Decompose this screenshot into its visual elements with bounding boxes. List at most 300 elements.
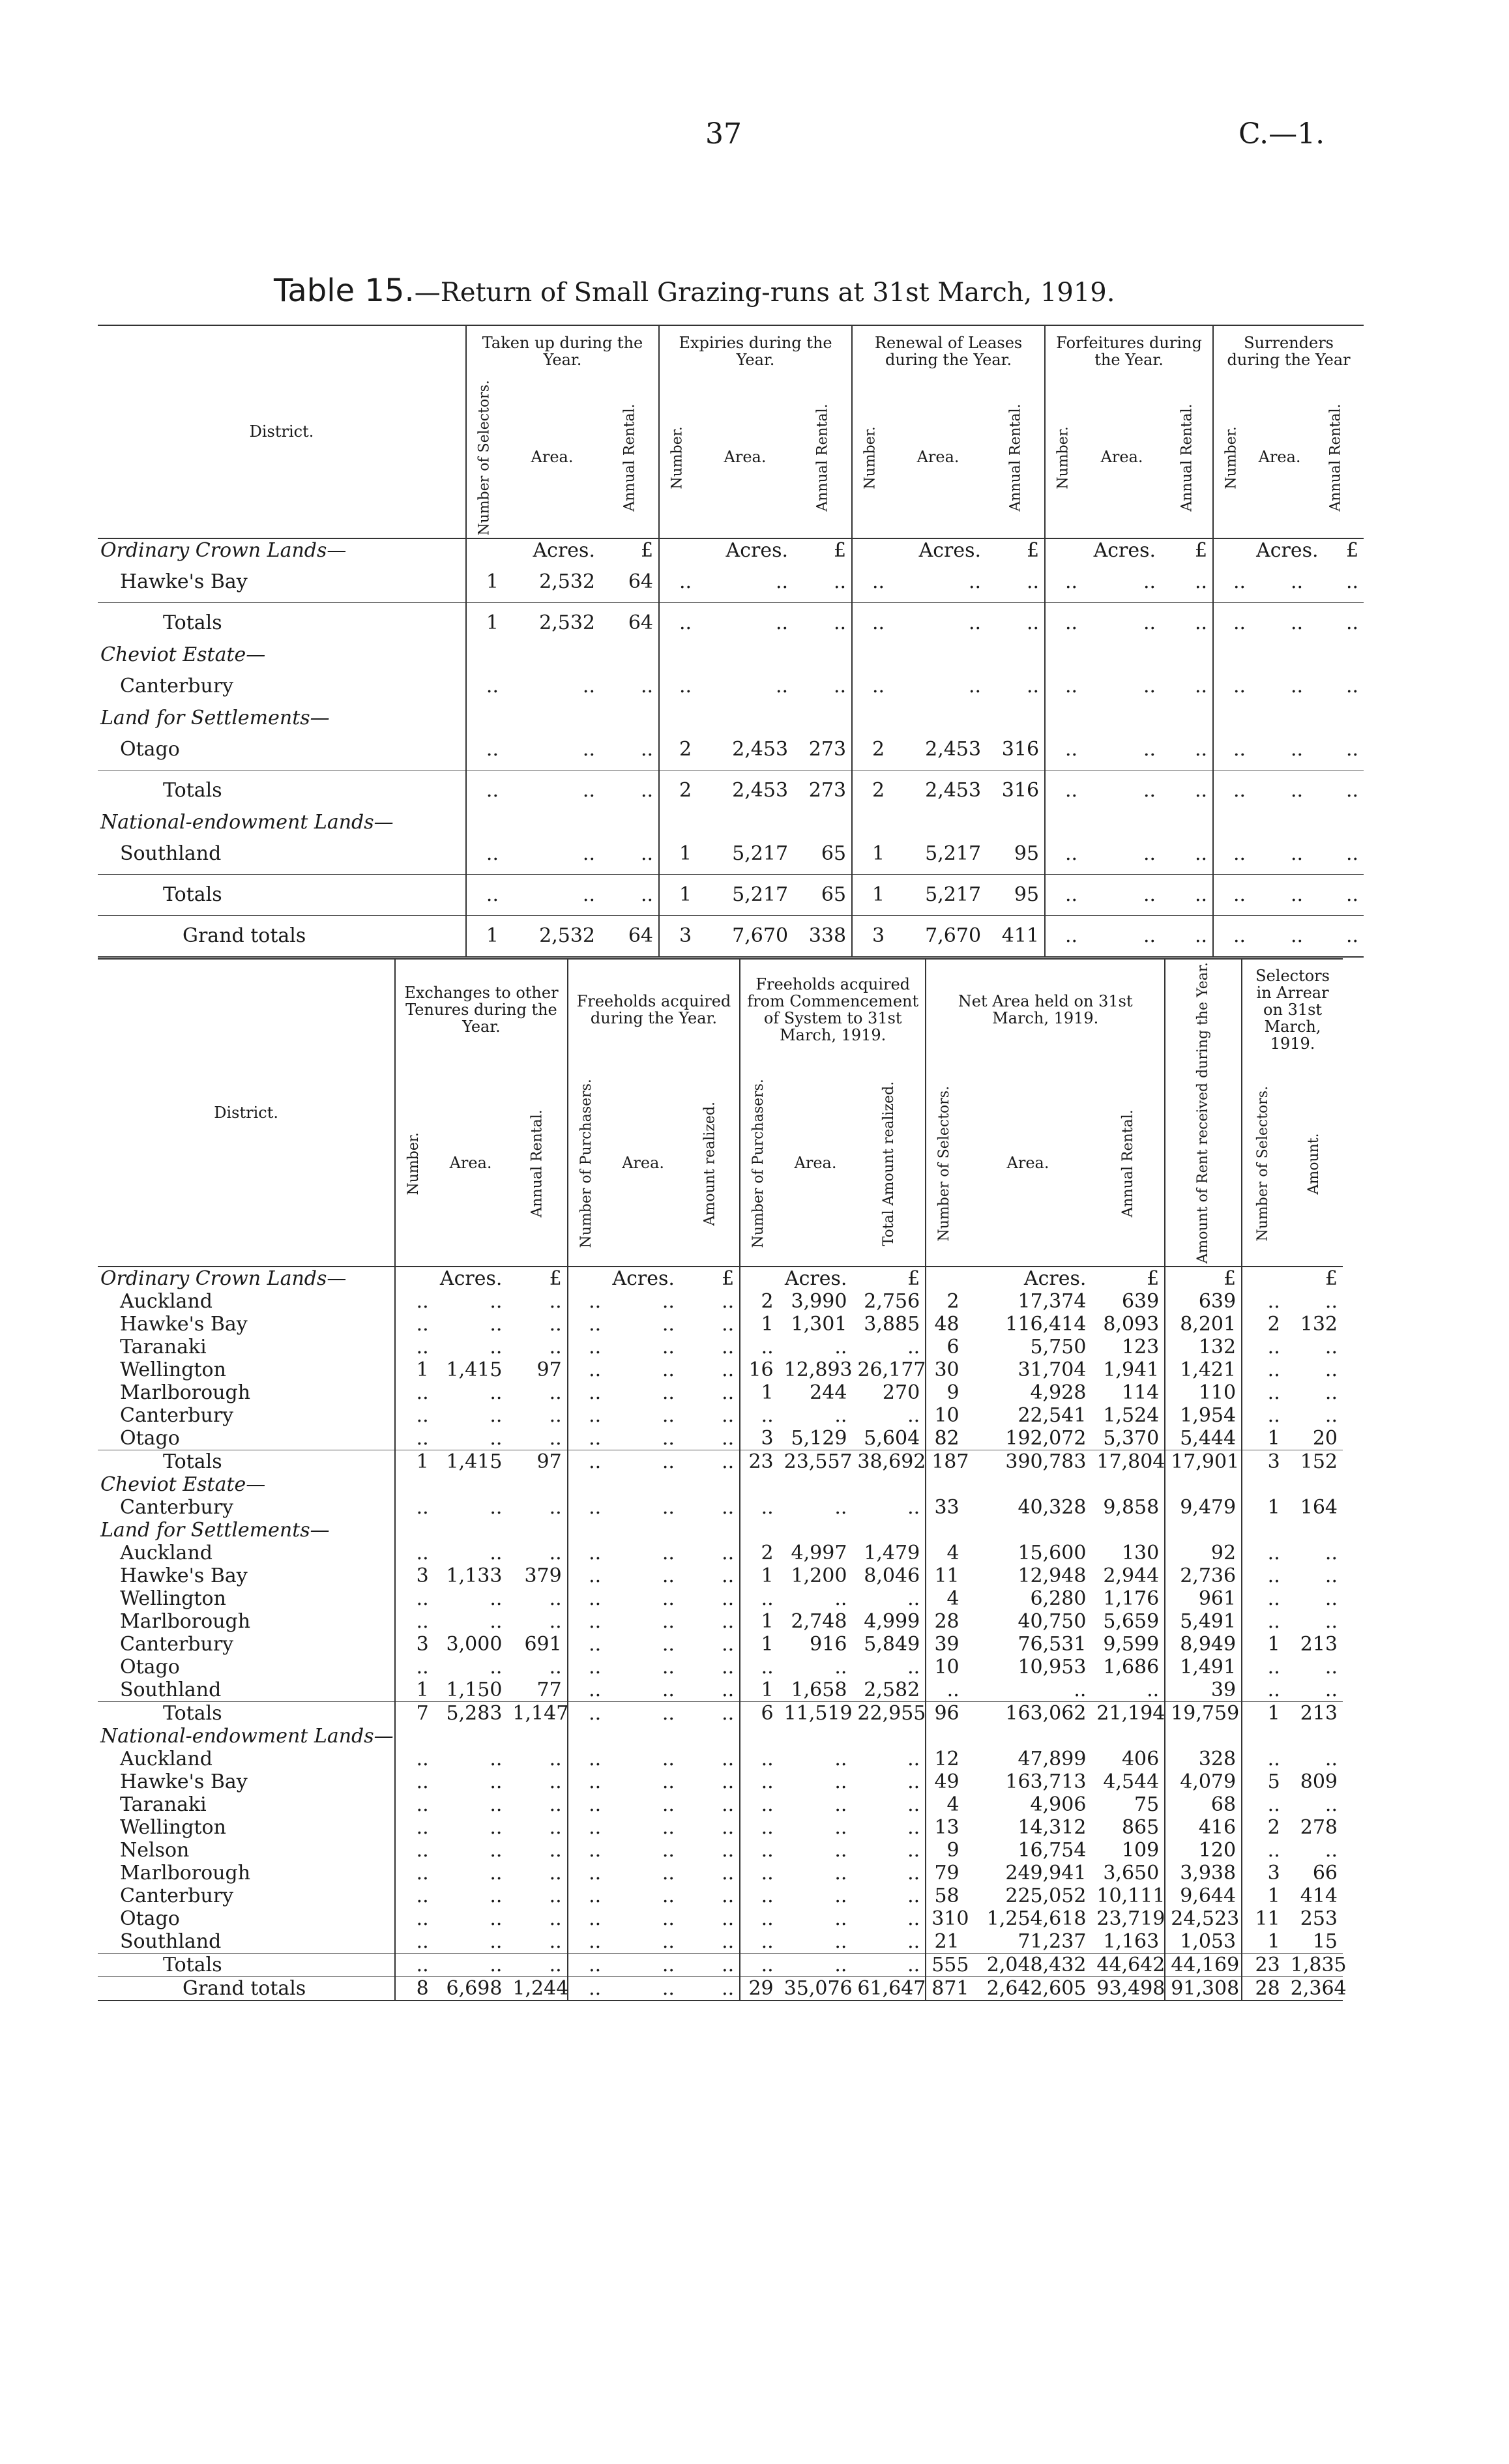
table-cell: 71,237: [1018, 1930, 1087, 1954]
table-cell: 809: [1300, 1770, 1338, 1794]
table-cell: [740, 1519, 778, 1542]
table-cell: 1: [1242, 1702, 1285, 1725]
table-cell: 82: [926, 1427, 964, 1450]
table-cell: 1,954: [1165, 1404, 1242, 1427]
table-row: [98, 1542, 1343, 1564]
table-cell: 2,944: [1103, 1564, 1160, 1588]
table-cell: ..: [907, 1587, 920, 1611]
table-cell: [1251, 707, 1308, 729]
table-cell: ..: [1290, 738, 1304, 761]
table-cell: ..: [680, 1954, 740, 1977]
table-cell: 33: [926, 1496, 964, 1519]
table-cell: [1285, 1473, 1343, 1496]
table-cell: 97: [536, 1358, 562, 1382]
table-cell: [680, 1519, 740, 1542]
table-cell: ..: [395, 1839, 433, 1862]
table-row: [98, 1816, 1343, 1839]
table-cell: ..: [662, 1290, 675, 1313]
table-cell: ..: [490, 1770, 503, 1794]
district-label: Totals: [98, 602, 466, 643]
table-cell: ..: [1242, 1656, 1285, 1679]
table-cell: ..: [662, 1404, 675, 1428]
table-cell: [1091, 1519, 1165, 1542]
table-cell: 2,532: [539, 570, 595, 594]
table-label: Table 15.: [274, 272, 415, 309]
table-cell: Acres.: [439, 1267, 503, 1291]
table-cell: £: [907, 1267, 920, 1291]
table-cell: ..: [968, 675, 982, 698]
table-cell: 38,692: [852, 1450, 926, 1474]
table-cell: ..: [568, 1748, 606, 1770]
table-cell: ..: [662, 1748, 675, 1771]
table-cell: 11,519: [779, 1702, 853, 1725]
table-cell: ..: [1161, 602, 1213, 643]
table-cell: [1308, 707, 1364, 729]
table-cell: [1091, 1473, 1165, 1496]
table-cell: ..: [395, 1542, 433, 1564]
table-cell: 2: [1242, 1816, 1285, 1839]
column-header: Annual Rental.: [793, 377, 852, 538]
district-label: Grand totals: [98, 1977, 395, 2001]
table-cell: 1,200: [791, 1564, 847, 1588]
table-cell: ..: [907, 1656, 920, 1679]
column-header: Number.: [659, 377, 697, 538]
table-cell: 6,280: [1030, 1587, 1087, 1611]
table-cell: 77: [536, 1679, 562, 1702]
table-cell: ..: [833, 570, 847, 594]
table-cell: 28: [1242, 1977, 1285, 2001]
table-cell: 1: [466, 602, 504, 643]
table-cell: ..: [549, 1290, 562, 1313]
table-cell: ..: [395, 1587, 433, 1610]
table-cell: 3,000: [446, 1633, 503, 1656]
table-cell: 11: [926, 1564, 964, 1587]
table-cell: 17,804: [1091, 1450, 1165, 1474]
table-cell: 3: [395, 1633, 433, 1656]
table-cell: 8,046: [864, 1564, 920, 1588]
table-cell: 29: [740, 1977, 778, 2001]
table-cell: 2,532: [504, 602, 600, 643]
table-cell: ..: [549, 1656, 562, 1679]
table-cell: £: [722, 1267, 735, 1291]
table-cell: ..: [740, 1748, 778, 1770]
table-cell: ..: [1242, 1381, 1285, 1404]
table-cell: ..: [549, 1793, 562, 1817]
table-cell: 2,748: [791, 1610, 847, 1634]
table-cell: 3: [1242, 1862, 1285, 1885]
table-cell: ..: [395, 1770, 433, 1793]
table-cell: ..: [490, 1907, 503, 1931]
table-cell: ..: [606, 1977, 680, 2001]
table-cell: ..: [568, 1839, 606, 1862]
table-cell: 1,421: [1165, 1358, 1242, 1381]
table-cell: ..: [568, 1862, 606, 1885]
table-cell: ..: [490, 1930, 503, 1954]
table-cell: ..: [722, 1381, 735, 1405]
table-cell: 10,953: [1018, 1656, 1087, 1679]
table-cell: ..: [395, 1816, 433, 1839]
table-cell: ..: [395, 1427, 433, 1450]
table-cell: 8,093: [1103, 1313, 1160, 1336]
table-cell: [926, 1519, 964, 1542]
table-cell: ..: [395, 1930, 433, 1954]
table-cell: 2: [659, 770, 697, 811]
table-cell: ..: [740, 1816, 778, 1839]
district-label: Nelson: [120, 1839, 190, 1862]
column-header: Number of Selectors.: [1242, 1060, 1285, 1267]
table-cell: [395, 1519, 433, 1542]
district-label: Canterbury: [120, 675, 234, 698]
table-cell: [1161, 707, 1213, 729]
district-label: Marlborough: [120, 1862, 251, 1885]
table-cell: ..: [466, 834, 504, 875]
district-label: Wellington: [120, 1358, 226, 1382]
table-row: [98, 915, 1364, 957]
table-cell: 23: [1242, 1954, 1285, 1977]
table-cell: ..: [1242, 1748, 1285, 1770]
table-cell: [466, 643, 504, 666]
table-cell: ..: [568, 1885, 606, 1907]
table-cell: 22,955: [852, 1702, 926, 1725]
table-cell: 20: [1312, 1427, 1338, 1450]
district-label: Auckland: [120, 1290, 212, 1313]
table-cell: [890, 643, 986, 666]
table-cell: 47,899: [1018, 1748, 1087, 1771]
table-row: [98, 1519, 1343, 1542]
table-cell: ..: [722, 1587, 735, 1611]
table-cell: ..: [1143, 842, 1156, 866]
table-cell: 249,941: [1005, 1862, 1087, 1885]
table-cell: [1161, 811, 1213, 834]
table-cell: ..: [834, 1404, 847, 1428]
table-cell: ..: [722, 1885, 735, 1908]
table-cell: ..: [549, 1610, 562, 1634]
group-header: Amount of Rent received during the Year.: [1165, 959, 1242, 1267]
table-cell: ..: [722, 1748, 735, 1771]
table-cell: 116,414: [1005, 1313, 1087, 1336]
table-cell: 17,374: [1018, 1290, 1087, 1313]
table-cell: [1165, 1519, 1242, 1542]
table-cell: 5,217: [925, 842, 982, 866]
table-cell: 12: [926, 1748, 964, 1770]
table-cell: ..: [640, 842, 654, 866]
table-cell: ..: [568, 1793, 606, 1816]
table-cell: 12,893: [784, 1358, 853, 1382]
table-cell: 40,750: [1018, 1610, 1087, 1634]
table-cell: ..: [662, 1587, 675, 1611]
table-cell: ..: [662, 1793, 675, 1817]
table-cell: ..: [907, 1816, 920, 1840]
table-cell: [926, 1267, 964, 1290]
table-cell: ..: [907, 1839, 920, 1862]
column-header: Annual Rental.: [986, 377, 1045, 538]
table-cell: ..: [662, 1358, 675, 1382]
table-row: [98, 770, 1364, 811]
table-cell: ..: [490, 1290, 503, 1313]
table-cell: ..: [722, 1770, 735, 1794]
table-cell: ..: [1147, 1679, 1160, 1702]
table-cell: ..: [680, 1977, 740, 2001]
table-cell: 2: [1242, 1313, 1285, 1336]
table-cell: [1285, 1725, 1343, 1748]
table-cell: ..: [793, 602, 852, 643]
table-cell: ..: [568, 1770, 606, 1793]
table-cell: 2: [659, 729, 697, 770]
table-cell: 961: [1165, 1587, 1242, 1610]
table-cell: Acres.: [725, 538, 789, 562]
table-cell: [1242, 1267, 1285, 1290]
group-header: Expiries during the Year.: [659, 325, 852, 377]
table-cell: 225,052: [1005, 1885, 1087, 1908]
table-cell: 132: [1165, 1336, 1242, 1358]
table-cell: [965, 1473, 1092, 1496]
table-cell: 555: [926, 1954, 964, 1977]
table-cell: 21,194: [1091, 1702, 1165, 1725]
district-header: District.: [98, 325, 466, 538]
table-cell: 120: [1165, 1839, 1242, 1862]
table-cell: ..: [834, 1496, 847, 1519]
table-cell: ..: [662, 1381, 675, 1405]
table-cell: £: [1325, 1267, 1338, 1291]
table-cell: ..: [1194, 675, 1208, 698]
table-cell: ..: [722, 1610, 735, 1634]
table-cell: ..: [852, 666, 890, 707]
table-cell: ..: [740, 1404, 778, 1427]
table-cell: ..: [1251, 602, 1308, 643]
table-cell: 15,600: [1018, 1542, 1087, 1565]
table-cell: [507, 1725, 567, 1748]
table-cell: ..: [549, 1930, 562, 1954]
table-cell: [659, 707, 697, 729]
table-cell: 7,670: [697, 915, 793, 957]
table-cell: ..: [1045, 770, 1083, 811]
group-header: Net Area held on 31st March, 1919.: [926, 959, 1165, 1060]
table-cell: 273: [793, 770, 852, 811]
table-cell: ..: [549, 1839, 562, 1862]
table-cell: [1213, 643, 1251, 666]
table-cell: ..: [907, 1770, 920, 1794]
table-cell: 1: [740, 1633, 778, 1656]
table-cell: ..: [1242, 1610, 1285, 1633]
column-header: Annual Rental.: [1308, 377, 1364, 538]
table-cell: 1: [395, 1450, 433, 1474]
table-cell: ..: [1325, 1793, 1338, 1817]
table-cell: ..: [852, 602, 890, 643]
table-cell: ..: [549, 1816, 562, 1840]
table-cell: 4: [926, 1793, 964, 1816]
table-row: [98, 1770, 1343, 1793]
table-cell: ..: [662, 1885, 675, 1908]
table-row: [98, 1381, 1343, 1404]
table-cell: ..: [490, 1748, 503, 1771]
district-label: Otago: [120, 1907, 180, 1931]
table-cell: ..: [395, 1336, 433, 1358]
table-cell: 2,453: [925, 738, 982, 761]
table-cell: ..: [1045, 834, 1083, 875]
table-cell: 68: [1165, 1793, 1242, 1816]
table-cell: 1,053: [1165, 1930, 1242, 1954]
table-cell: ..: [662, 1907, 675, 1931]
district-label: Canterbury: [120, 1496, 234, 1519]
table-cell: ..: [568, 1633, 606, 1656]
table-row: [98, 811, 1364, 834]
table-cell: [395, 1725, 433, 1748]
table-cell: ..: [1213, 834, 1251, 875]
table-cell: ..: [740, 1954, 778, 1977]
table-cell: 35,076: [779, 1977, 853, 2001]
table-cell: ..: [740, 1770, 778, 1793]
table-cell: ..: [662, 1542, 675, 1565]
table-cell: 44,642: [1091, 1954, 1165, 1977]
table-cell: 152: [1285, 1450, 1343, 1474]
table-cell: 1,415: [446, 1358, 503, 1382]
table-cell: [740, 1725, 778, 1748]
table-cell: ..: [549, 1748, 562, 1771]
table-cell: ..: [775, 570, 789, 594]
column-header: Annual Rental.: [600, 377, 659, 538]
table-cell: ..: [1213, 602, 1251, 643]
table-row: [98, 1587, 1343, 1610]
table-cell: 1,686: [1103, 1656, 1160, 1679]
table-cell: 5,217: [890, 874, 986, 915]
table-cell: 916: [810, 1633, 847, 1656]
district-label: Hawke's Bay: [120, 1564, 248, 1588]
table-cell: 8: [395, 1977, 433, 2001]
table-cell: ..: [1083, 602, 1161, 643]
table-cell: [680, 1725, 740, 1748]
table-cell: 1,491: [1165, 1656, 1242, 1679]
table-cell: ..: [907, 1336, 920, 1359]
table-cell: [1083, 811, 1161, 834]
table-cell: 13: [926, 1816, 964, 1839]
table-cell: 1: [395, 1358, 433, 1381]
table-cell: 5,283: [434, 1702, 508, 1725]
table-cell: ..: [568, 1381, 606, 1404]
table-cell: 23,557: [779, 1450, 853, 1474]
district-label: Taranaki: [120, 1336, 207, 1359]
table-cell: ..: [852, 1954, 926, 1977]
table-cell: 92: [1165, 1542, 1242, 1564]
table-cell: ..: [490, 1542, 503, 1565]
table-cell: ..: [740, 1885, 778, 1907]
table-cell: 2,453: [697, 770, 793, 811]
table-cell: 1: [659, 834, 697, 875]
table-cell: 1: [1242, 1633, 1285, 1656]
table-cell: ..: [568, 1679, 606, 1702]
district-label: Marlborough: [120, 1610, 251, 1634]
table-cell: 3: [395, 1564, 433, 1587]
column-header: Annual Rental.: [507, 1060, 567, 1267]
table-cell: ..: [549, 1862, 562, 1885]
table-cell: ..: [490, 1793, 503, 1817]
table-cell: 91,308: [1165, 1977, 1242, 2001]
district-label: Land for Settlements—: [100, 706, 330, 729]
table-cell: ..: [466, 770, 504, 811]
table-cell: ..: [662, 1564, 675, 1588]
table-1: [98, 325, 1364, 958]
column-header: Area.: [1251, 377, 1308, 538]
table-cell: ..: [722, 1839, 735, 1862]
table-cell: ..: [568, 1816, 606, 1839]
table-cell: ..: [606, 1702, 680, 1725]
table-cell: 8,201: [1165, 1313, 1242, 1336]
table-cell: 4,544: [1103, 1770, 1160, 1794]
table-cell: [659, 643, 697, 666]
table-cell: ..: [834, 1656, 847, 1679]
table-cell: 1: [740, 1610, 778, 1633]
table-cell: [504, 811, 600, 834]
table-cell: 253: [1300, 1907, 1338, 1931]
table-cell: ..: [490, 1587, 503, 1611]
table-cell: ..: [1242, 1358, 1285, 1381]
table-cell: ..: [549, 1587, 562, 1611]
table-cell: 114: [1121, 1381, 1160, 1405]
table-row: [98, 538, 1364, 562]
table-cell: ..: [834, 1930, 847, 1954]
table-cell: 66: [1312, 1862, 1338, 1885]
table-cell: 164: [1300, 1496, 1338, 1519]
table-cell: ..: [834, 1336, 847, 1359]
table-cell: [659, 811, 697, 834]
table-cell: [1285, 1519, 1343, 1542]
table-cell: 1,415: [434, 1450, 508, 1474]
table-cell: ..: [549, 1381, 562, 1405]
column-header: Number of Purchasers.: [740, 1060, 778, 1267]
table-cell: 123: [1121, 1336, 1160, 1359]
table-title-text: —Return of Small Grazing-runs at 31st March, 1919.: [414, 278, 1115, 308]
table-cell: 244: [810, 1381, 847, 1405]
table-cell: ..: [1045, 874, 1083, 915]
district-label: Hawke's Bay: [120, 1770, 248, 1794]
table-cell: ..: [568, 1496, 606, 1519]
table-row: [98, 602, 1364, 643]
table-cell: ..: [662, 1610, 675, 1634]
table-cell: ..: [907, 1907, 920, 1931]
table-cell: ..: [568, 1907, 606, 1930]
table-row: [98, 1267, 1343, 1290]
table-cell: ..: [1325, 1542, 1338, 1565]
table-cell: [466, 811, 504, 834]
table-cell: £: [640, 538, 654, 562]
column-header: Area.: [504, 377, 600, 538]
table-cell: ..: [600, 874, 659, 915]
table-cell: ..: [395, 1793, 433, 1816]
table-cell: ..: [722, 1404, 735, 1428]
table-cell: ..: [722, 1793, 735, 1817]
table-cell: [600, 811, 659, 834]
table-cell: [568, 1725, 606, 1748]
table-cell: ..: [722, 1336, 735, 1359]
table-cell: 5,217: [697, 874, 793, 915]
table-cell: ..: [568, 1313, 606, 1336]
table-cell: ..: [907, 1885, 920, 1908]
table-cell: ..: [1346, 842, 1359, 866]
table-cell: 2,453: [732, 738, 789, 761]
table-row: [98, 1977, 1343, 2001]
table-cell: ..: [662, 1313, 675, 1336]
table-cell: [606, 1725, 680, 1748]
table-cell: ..: [640, 675, 654, 698]
table-cell: 639: [1165, 1290, 1242, 1313]
table-cell: 8,949: [1165, 1633, 1242, 1656]
table-cell: ..: [1213, 915, 1251, 957]
table-cell: 65: [793, 874, 852, 915]
table-cell: 1: [1242, 1885, 1285, 1907]
district-label: Hawke's Bay: [120, 1313, 248, 1336]
table-cell: ..: [640, 738, 654, 761]
table-cell: 1: [1242, 1427, 1285, 1450]
table-cell: 39: [926, 1633, 964, 1656]
